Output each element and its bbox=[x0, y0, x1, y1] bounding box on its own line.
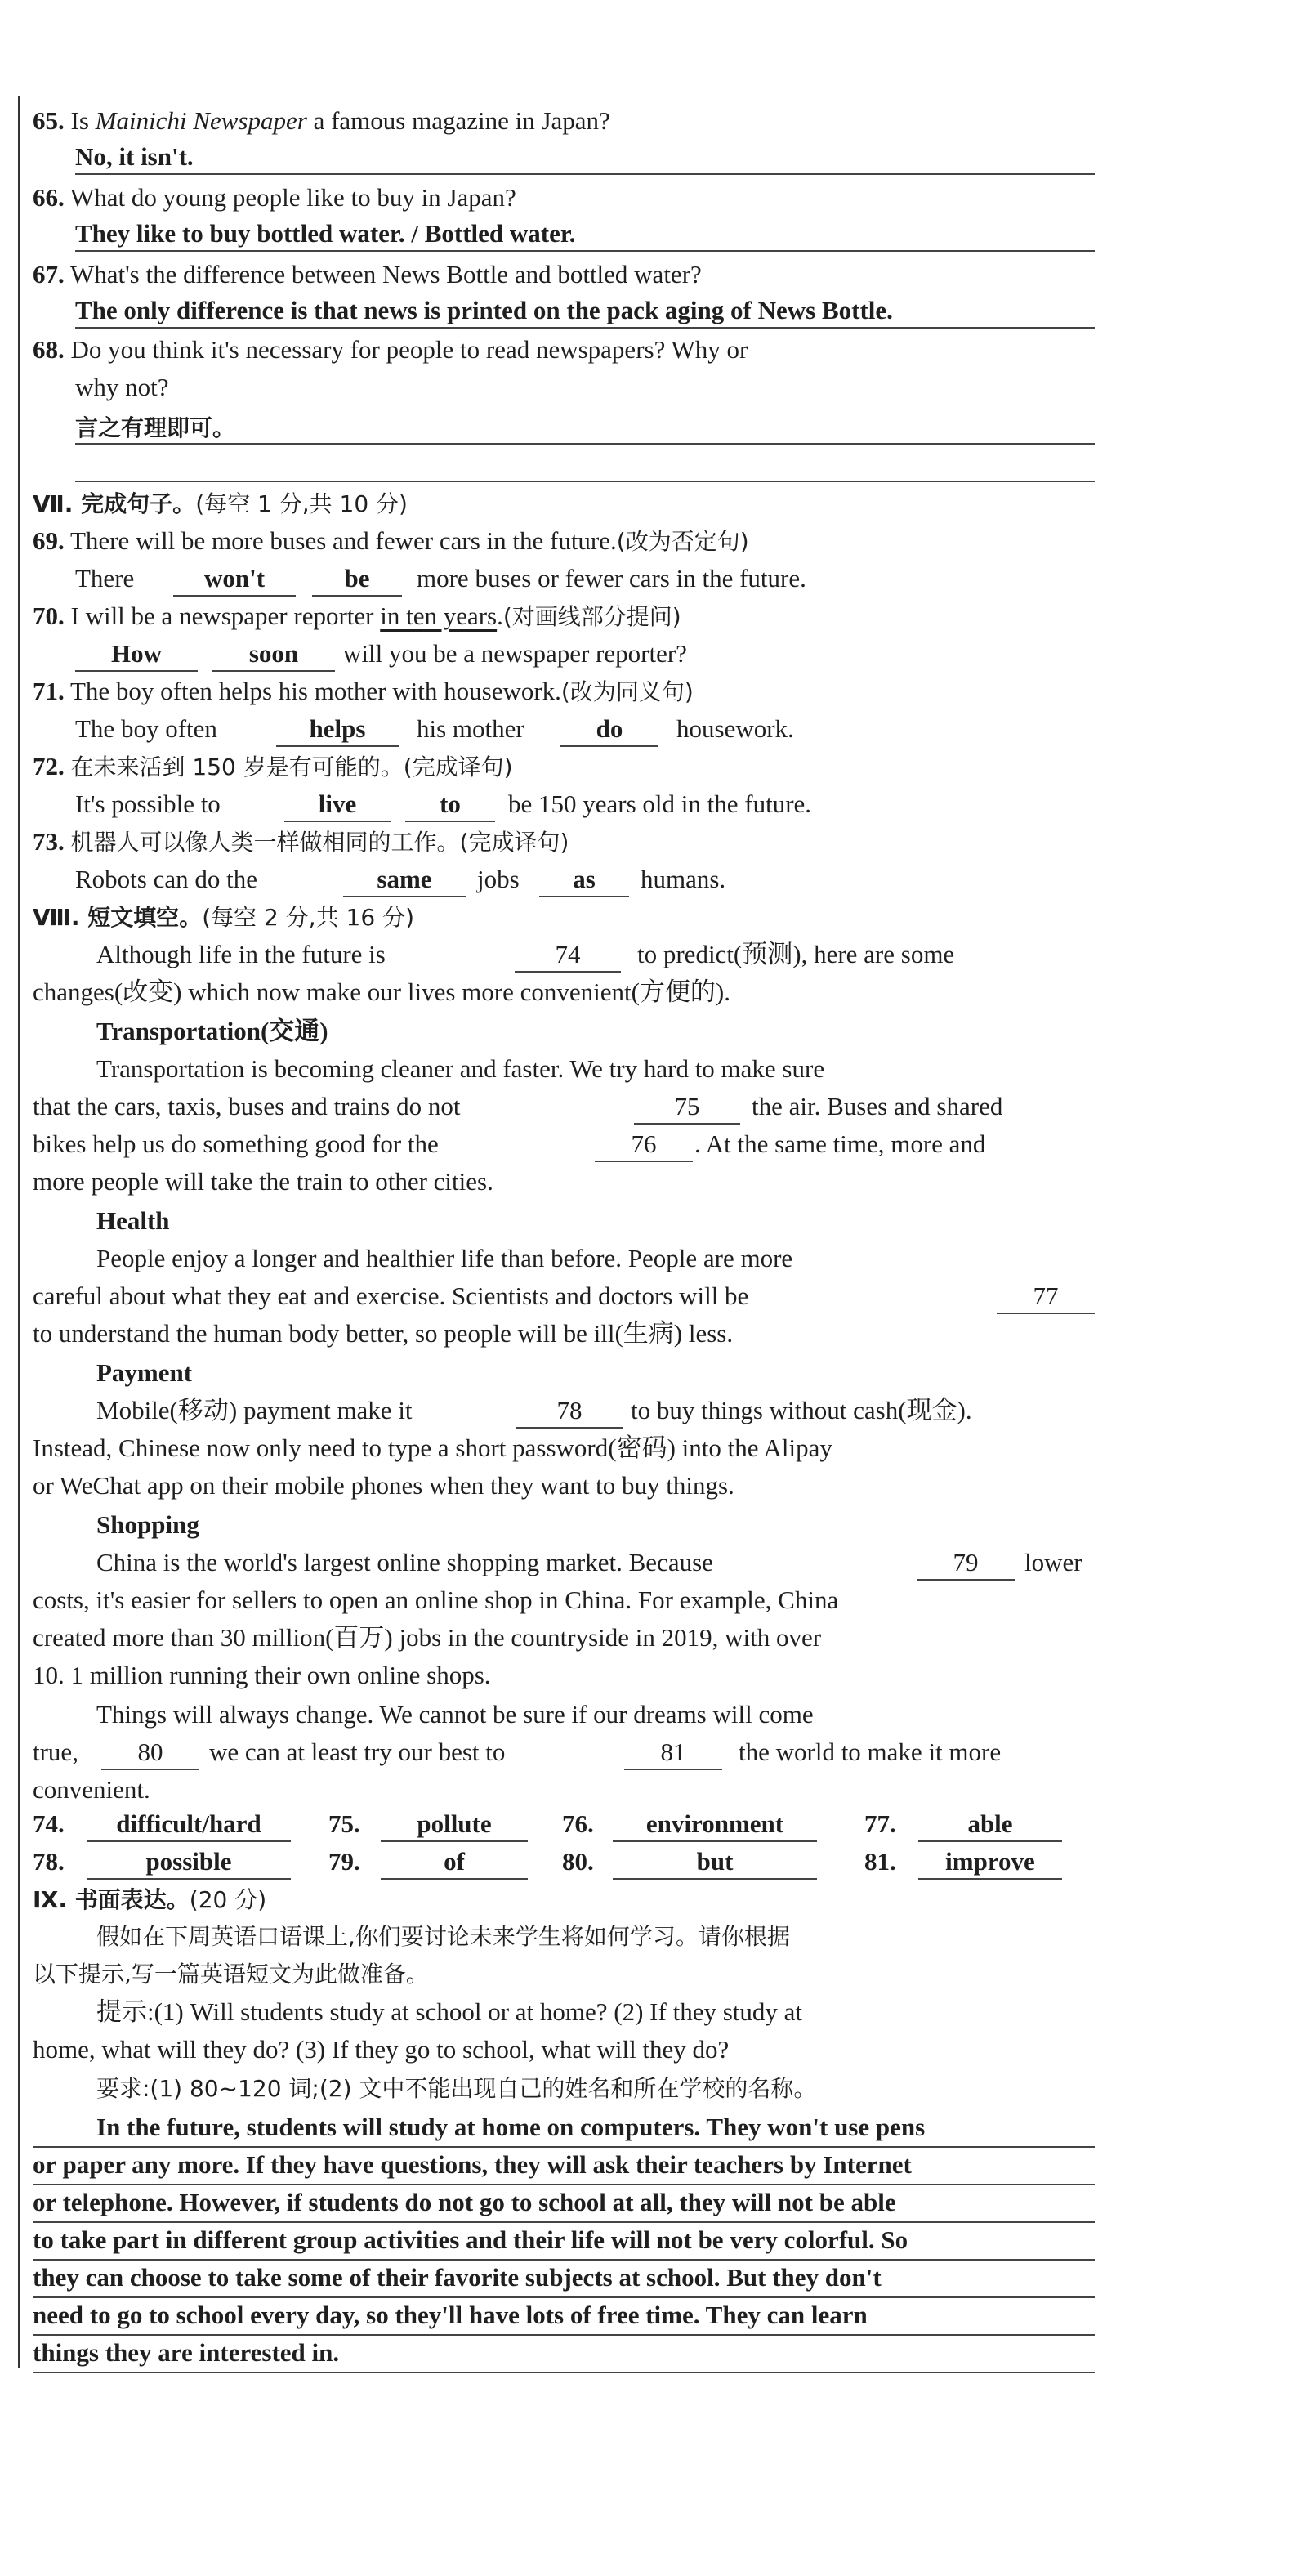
question-72: 72. 在未来活到 150 岁是有可能的。(完成译句) bbox=[33, 752, 513, 780]
q73-stem: Robots can do the bbox=[75, 865, 257, 893]
q71-blank-1: helps bbox=[276, 713, 399, 747]
question-69: 69. There will be more buses and fewer cars in the future.(改为否定句) bbox=[33, 526, 749, 555]
essay-line: or paper any more. If they have questions, they will ask their teachers by Internet bbox=[33, 2146, 1095, 2185]
essay-line: things they are interested in. bbox=[33, 2334, 1095, 2373]
answer-74: difficult/hard bbox=[87, 1808, 291, 1842]
answer-65: No, it isn't. bbox=[75, 142, 194, 171]
answer-num: 80. bbox=[562, 1847, 594, 1876]
passage-line: Things will always change. We cannot be sure if our dreams will come bbox=[96, 1700, 814, 1729]
instructions: 假如在下周英语口语课上,你们要讨论未来学生将如何学习。请你根据 bbox=[96, 1923, 790, 1950]
passage-line: 10. 1 million running their own online shops. bbox=[33, 1661, 491, 1689]
answer-75: pollute bbox=[381, 1808, 528, 1842]
subheading-transportation: Transportation(交通) bbox=[96, 1017, 328, 1045]
q72-blank-2: to bbox=[405, 788, 495, 822]
answer-line bbox=[75, 250, 1095, 252]
answer-num: 77. bbox=[864, 1809, 896, 1838]
question-68: 68. Do you think it's necessary for people to read newspapers? Why or bbox=[33, 335, 748, 364]
passage-line: true, bbox=[33, 1737, 78, 1766]
q73-blank-1: same bbox=[343, 863, 466, 897]
passage-line: to predict(预测), here are some bbox=[637, 940, 955, 968]
answer-line bbox=[75, 173, 1095, 175]
blank-76: 76 bbox=[595, 1128, 693, 1162]
question-73: 73. 机器人可以像人类一样做相同的工作。(完成译句) bbox=[33, 827, 569, 856]
passage-line: bikes help us do something good for the bbox=[33, 1129, 439, 1158]
q73-stem-end: humans. bbox=[641, 865, 726, 893]
q69-stem-end: more buses or fewer cars in the future. bbox=[417, 564, 806, 593]
blank-79: 79 bbox=[917, 1546, 1015, 1581]
q72-stem-end: be 150 years old in the future. bbox=[508, 789, 812, 818]
answer-num: 76. bbox=[562, 1809, 594, 1838]
section-7-heading: Ⅶ. 完成句子。(每空 1 分,共 10 分) bbox=[33, 490, 408, 517]
passage-line: Although life in the future is bbox=[96, 940, 386, 968]
answer-num: 74. bbox=[33, 1809, 65, 1838]
instructions: 以下提示,写一篇英语短文为此做准备。 bbox=[33, 1961, 429, 1988]
question-65: 65. Is Mainichi Newspaper a famous magazine in Japan? bbox=[33, 106, 610, 135]
q72-blank-1: live bbox=[284, 788, 391, 822]
subheading-health: Health bbox=[96, 1206, 170, 1235]
question-71: 71. The boy often helps his mother with housework.(改为同义句) bbox=[33, 677, 694, 705]
q70-blank-1: How bbox=[75, 637, 198, 672]
hints: home, what will they do? (3) If they go to school, what will they do? bbox=[33, 2035, 730, 2064]
q69-blank-1: won't bbox=[173, 562, 296, 597]
passage-line: changes(改变) which now make our lives more convenient(方便的). bbox=[33, 977, 730, 1006]
section-9-heading: Ⅸ. 书面表达。(20 分) bbox=[33, 1886, 267, 1913]
answer-66: They like to buy bottled water. / Bottled water. bbox=[75, 219, 576, 248]
q71-blank-2: do bbox=[560, 713, 658, 747]
q72-stem: It's possible to bbox=[75, 789, 221, 818]
blank-78: 78 bbox=[516, 1394, 623, 1429]
passage-line: People enjoy a longer and healthier life than before. People are more bbox=[96, 1244, 793, 1272]
essay-line: or telephone. However, if students do not go to school at all, they will not be able bbox=[33, 2184, 1095, 2223]
hints: 提示:(1) Will students study at school or at home? (2) If they study at bbox=[96, 1997, 803, 2026]
passage-line: careful about what they eat and exercise. Scientists and doctors will be bbox=[33, 1281, 749, 1310]
answer-81: improve bbox=[918, 1845, 1062, 1880]
answer-line bbox=[75, 443, 1095, 445]
essay-line: need to go to school every day, so they'll have lots of free time. They can learn bbox=[33, 2296, 1095, 2336]
q70-stem-end: will you be a newspaper reporter? bbox=[343, 639, 687, 668]
q69-stem: There bbox=[75, 564, 135, 593]
blank-74: 74 bbox=[515, 938, 621, 973]
answer-num: 78. bbox=[33, 1847, 65, 1876]
passage-line: Mobile(移动) payment make it bbox=[96, 1396, 413, 1424]
answer-num: 75. bbox=[328, 1809, 360, 1838]
answer-num: 79. bbox=[328, 1847, 360, 1876]
passage-line: . At the same time, more and bbox=[694, 1129, 986, 1158]
blank-75: 75 bbox=[634, 1090, 740, 1125]
answer-76: environment bbox=[613, 1808, 817, 1842]
passage-line: lower bbox=[1024, 1548, 1082, 1576]
answer-num: 81. bbox=[864, 1847, 896, 1876]
answer-67: The only difference is that news is printed on the pack aging of News Bottle. bbox=[75, 296, 893, 324]
passage-line: the world to make it more bbox=[739, 1737, 1002, 1766]
passage-line: or WeChat app on their mobile phones when they want to buy things. bbox=[33, 1471, 734, 1500]
answer-80: but bbox=[613, 1845, 817, 1880]
question-66: 66. What do young people like to buy in Japan? bbox=[33, 183, 516, 212]
margin-rule bbox=[18, 96, 20, 2368]
answer-68: 言之有理即可。 bbox=[75, 414, 236, 441]
answer-line bbox=[75, 327, 1095, 329]
q71-stem: The boy often bbox=[75, 714, 217, 743]
requirements: 要求:(1) 80~120 词;(2) 文中不能出现自己的姓名和所在学校的名称。 bbox=[96, 2075, 817, 2102]
passage-line: Instead, Chinese now only need to type a short password(密码) into the Alipay bbox=[33, 1433, 832, 1462]
q73-blank-2: as bbox=[539, 863, 629, 897]
blank-80: 80 bbox=[101, 1736, 199, 1770]
passage-line: the air. Buses and shared bbox=[752, 1092, 1003, 1120]
passage-line: Transportation is becoming cleaner and faster. We try hard to make sure bbox=[96, 1054, 825, 1083]
essay-line: they can choose to take some of their favorite subjects at school. But they don't bbox=[33, 2259, 1095, 2298]
passage-line: that the cars, taxis, buses and trains do not bbox=[33, 1092, 461, 1120]
blank-77: 77 bbox=[997, 1280, 1095, 1314]
passage-line: more people will take the train to other cities. bbox=[33, 1167, 493, 1196]
answer-77: able bbox=[918, 1808, 1062, 1842]
essay-line: to take part in different group activities and their life will not be very colorful. So bbox=[33, 2221, 1095, 2261]
q69-blank-2: be bbox=[312, 562, 402, 597]
question-68-cont: why not? bbox=[75, 373, 169, 401]
answer-79: of bbox=[381, 1845, 528, 1880]
subheading-shopping: Shopping bbox=[96, 1510, 199, 1539]
passage-line: China is the world's largest online shopping market. Because bbox=[96, 1548, 713, 1576]
passage-line: to understand the human body better, so people will be ill(生病) less. bbox=[33, 1319, 734, 1348]
essay-line: In the future, students will study at home on computers. They won't use pens bbox=[33, 2109, 1095, 2148]
passage-line: convenient. bbox=[33, 1775, 150, 1804]
q71-stem-mid: his mother bbox=[417, 714, 524, 743]
answer-line bbox=[75, 481, 1095, 482]
q73-stem-mid: jobs bbox=[477, 865, 520, 893]
q70-blank-2: soon bbox=[212, 637, 335, 672]
blank-81: 81 bbox=[624, 1736, 722, 1770]
question-67: 67. What's the difference between News Bottle and bottled water? bbox=[33, 260, 702, 288]
passage-line: costs, it's easier for sellers to open an online shop in China. For example, China bbox=[33, 1585, 839, 1614]
passage-line: created more than 30 million(百万) jobs in the countryside in 2019, with over bbox=[33, 1623, 822, 1652]
passage-line: we can at least try our best to bbox=[209, 1737, 506, 1766]
subheading-payment: Payment bbox=[96, 1358, 193, 1387]
question-70: 70. I will be a newspaper reporter in ten years.(对画线部分提问) bbox=[33, 602, 681, 630]
q71-stem-end: housework. bbox=[676, 714, 794, 743]
answer-78: possible bbox=[87, 1845, 291, 1880]
section-8-heading: Ⅷ. 短文填空。(每空 2 分,共 16 分) bbox=[33, 904, 415, 931]
passage-line: to buy things without cash(现金). bbox=[631, 1396, 972, 1424]
